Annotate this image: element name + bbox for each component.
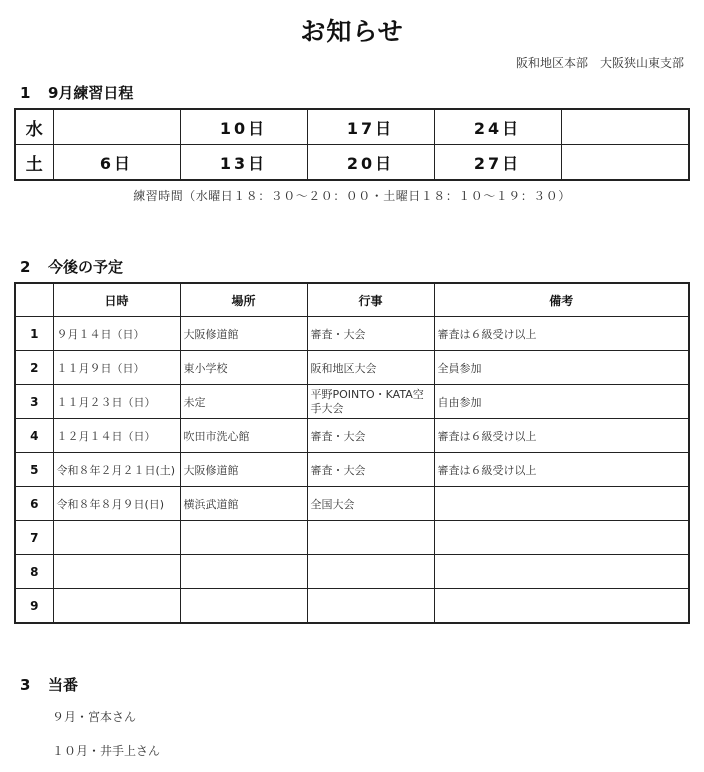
event-name: [307, 555, 434, 589]
table-header-row: [15, 283, 689, 317]
table-row: [15, 555, 689, 589]
schedule-cell: 24日: [434, 109, 561, 145]
table-row: [15, 351, 689, 385]
schedule-row-saturday: [15, 145, 689, 181]
schedule-cell: [53, 109, 180, 145]
event-place: 未定: [180, 385, 307, 419]
events-body: [15, 317, 689, 624]
row-number: 9: [15, 589, 53, 624]
organization-name: 阪和地区本部 大阪狭山東支部: [515, 56, 684, 70]
upcoming-events-table: [14, 282, 690, 624]
row-number: 1: [15, 317, 53, 351]
event-name: 阪和地区大会: [307, 351, 434, 385]
event-place: [180, 589, 307, 624]
table-row: [15, 589, 689, 624]
event-note: [434, 589, 689, 624]
event-note: 全員参加: [434, 351, 689, 385]
event-date: １１月２３日（日）: [53, 385, 180, 419]
header-no: [15, 283, 53, 317]
schedule-cell: 6日: [53, 145, 180, 181]
event-name: 審査・大会: [307, 419, 434, 453]
row-number: 3: [15, 385, 53, 419]
table-row: [15, 453, 689, 487]
header-date: 日時: [53, 283, 180, 317]
row-number: 2: [15, 351, 53, 385]
row-number: 7: [15, 521, 53, 555]
event-note: 審査は６級受け以上: [434, 453, 689, 487]
event-date: [53, 521, 180, 555]
event-date: [53, 555, 180, 589]
section3-heading: [20, 674, 78, 695]
table-row: [15, 317, 689, 351]
section2-title: 今後の予定: [48, 258, 124, 276]
event-note: [434, 521, 689, 555]
event-place: 大阪修道館: [180, 317, 307, 351]
event-date: 令和８年２月２１日(土): [53, 453, 180, 487]
section3-title: 当番: [48, 676, 79, 694]
event-note: 自由参加: [434, 385, 689, 419]
practice-schedule-table: [14, 108, 690, 181]
event-date: 令和８年８月９日(日): [53, 487, 180, 521]
schedule-row-wednesday: [15, 109, 689, 145]
table-row: [15, 419, 689, 453]
rota-item: １０月・井手上さん: [52, 744, 161, 758]
practice-time-note: 練習時間（水曜日１８：３０～２０：００・土曜日１８：１０～１９：３０）: [133, 189, 571, 203]
section2-number: 2: [20, 258, 31, 276]
event-name: [307, 521, 434, 555]
event-date: １２月１４日（日）: [53, 419, 180, 453]
schedule-cell: [561, 109, 689, 145]
row-number: 8: [15, 555, 53, 589]
table-row: [15, 487, 689, 521]
rota-item: ９月・宮本さん: [52, 710, 137, 724]
event-date: １１月９日（日）: [53, 351, 180, 385]
event-name: 審査・大会: [307, 453, 434, 487]
event-note: [434, 555, 689, 589]
header-note: 備考: [434, 283, 689, 317]
schedule-cell: 20日: [307, 145, 434, 181]
event-date: [53, 589, 180, 624]
event-name: 平野POINTO・KATA空手大会: [307, 385, 434, 419]
section1-title: 9月練習日程: [48, 84, 134, 102]
schedule-cell: 13日: [180, 145, 307, 181]
section2-heading: [20, 256, 123, 277]
table-row: [15, 385, 689, 419]
table-row: [15, 521, 689, 555]
day-label: 水: [15, 109, 53, 145]
event-date: ９月１４日（日）: [53, 317, 180, 351]
row-number: 5: [15, 453, 53, 487]
event-place: 吹田市洗心館: [180, 419, 307, 453]
header-event: 行事: [307, 283, 434, 317]
event-place: 大阪修道館: [180, 453, 307, 487]
header-place: 場所: [180, 283, 307, 317]
page-title: お知らせ: [300, 17, 404, 46]
schedule-cell: 27日: [434, 145, 561, 181]
event-note: [434, 487, 689, 521]
event-name: 審査・大会: [307, 317, 434, 351]
event-place: 東小学校: [180, 351, 307, 385]
event-place: 横浜武道館: [180, 487, 307, 521]
event-note: 審査は６級受け以上: [434, 419, 689, 453]
schedule-cell: 17日: [307, 109, 434, 145]
event-place: [180, 521, 307, 555]
schedule-cell: 10日: [180, 109, 307, 145]
event-name: [307, 589, 434, 624]
event-name: 全国大会: [307, 487, 434, 521]
section1-number: 1: [20, 84, 31, 102]
event-note: 審査は６級受け以上: [434, 317, 689, 351]
event-place: [180, 555, 307, 589]
row-number: 6: [15, 487, 53, 521]
schedule-cell: [561, 145, 689, 181]
day-label: 土: [15, 145, 53, 181]
row-number: 4: [15, 419, 53, 453]
section1-heading: [20, 82, 133, 103]
section3-number: 3: [20, 676, 31, 694]
